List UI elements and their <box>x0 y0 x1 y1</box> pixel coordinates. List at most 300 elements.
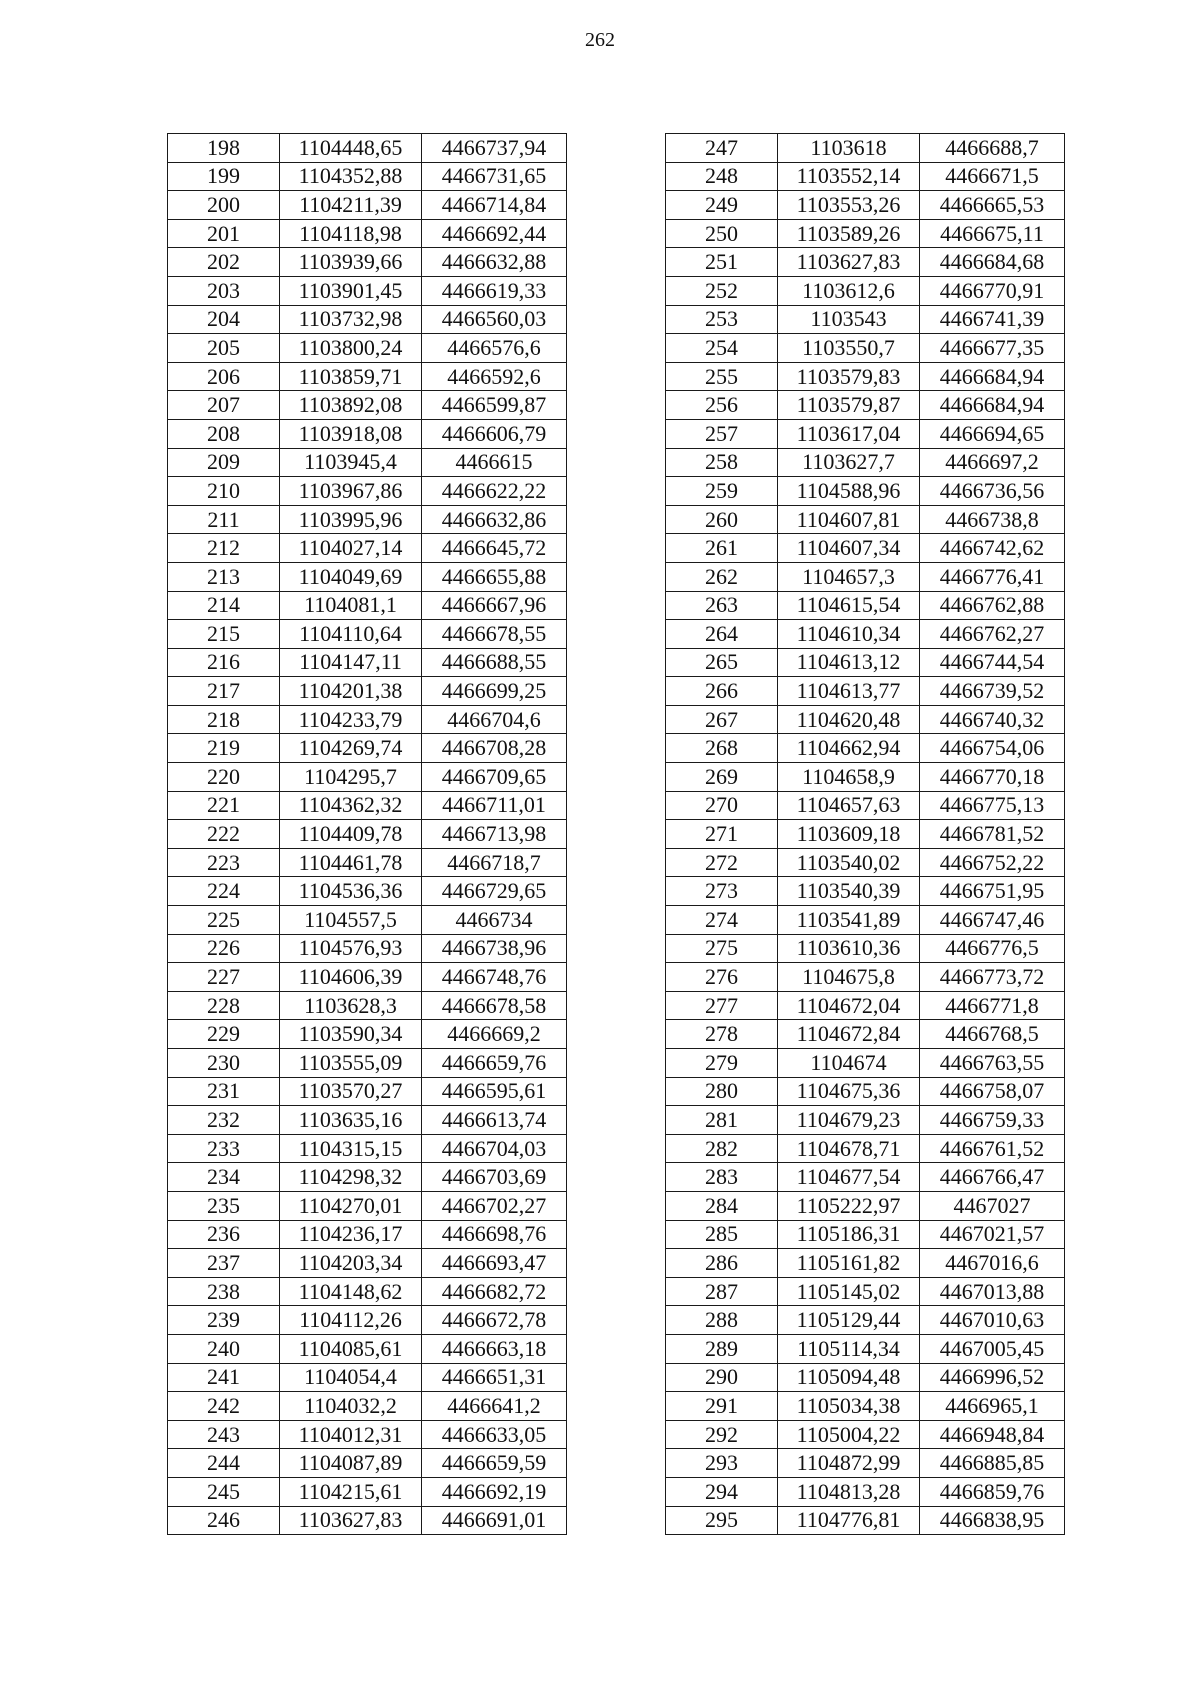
point-number-cell: 229 <box>168 1020 280 1049</box>
table-row <box>168 648 567 677</box>
x-coordinate-cell: 1103579,87 <box>778 391 920 420</box>
table-row <box>168 305 567 334</box>
table-row <box>666 219 1065 248</box>
table-row <box>666 1049 1065 1078</box>
point-number-cell: 236 <box>168 1220 280 1249</box>
x-coordinate-cell: 1103627,7 <box>778 448 920 477</box>
y-coordinate-cell: 4466665,53 <box>920 191 1065 220</box>
x-coordinate-cell: 1103859,71 <box>280 362 422 391</box>
x-coordinate-cell: 1104620,48 <box>778 705 920 734</box>
table-row <box>666 848 1065 877</box>
y-coordinate-cell: 4466738,8 <box>920 505 1065 534</box>
y-coordinate-cell: 4466682,72 <box>422 1277 567 1306</box>
table-row <box>666 677 1065 706</box>
y-coordinate-cell: 4466770,91 <box>920 276 1065 305</box>
point-number-cell: 211 <box>168 505 280 534</box>
point-number-cell: 209 <box>168 448 280 477</box>
y-coordinate-cell: 4466762,27 <box>920 620 1065 649</box>
x-coordinate-cell: 1104201,38 <box>280 677 422 706</box>
table-row <box>168 591 567 620</box>
x-coordinate-cell: 1104012,31 <box>280 1420 422 1449</box>
table-row <box>666 505 1065 534</box>
point-number-cell: 263 <box>666 591 778 620</box>
table-row <box>666 991 1065 1020</box>
y-coordinate-cell: 4466684,94 <box>920 391 1065 420</box>
table-row <box>168 1106 567 1135</box>
table-row <box>168 134 567 163</box>
y-coordinate-cell: 4466606,79 <box>422 419 567 448</box>
point-number-cell: 238 <box>168 1277 280 1306</box>
coordinates-table-body <box>666 134 1065 1535</box>
y-coordinate-cell: 4466773,72 <box>920 963 1065 992</box>
point-number-cell: 233 <box>168 1134 280 1163</box>
x-coordinate-cell: 1104679,23 <box>778 1106 920 1135</box>
x-coordinate-cell: 1105114,34 <box>778 1334 920 1363</box>
point-number-cell: 243 <box>168 1420 280 1449</box>
x-coordinate-cell: 1105094,48 <box>778 1363 920 1392</box>
y-coordinate-cell: 4466595,61 <box>422 1077 567 1106</box>
table-row <box>168 763 567 792</box>
table-row <box>168 1077 567 1106</box>
point-number-cell: 226 <box>168 934 280 963</box>
point-number-cell: 237 <box>168 1249 280 1278</box>
y-coordinate-cell: 4466763,55 <box>920 1049 1065 1078</box>
x-coordinate-cell: 1103995,96 <box>280 505 422 534</box>
y-coordinate-cell: 4466613,74 <box>422 1106 567 1135</box>
point-number-cell: 265 <box>666 648 778 677</box>
table-row <box>666 362 1065 391</box>
x-coordinate-cell: 1103939,66 <box>280 248 422 277</box>
table-row <box>168 1449 567 1478</box>
x-coordinate-cell: 1104536,36 <box>280 877 422 906</box>
y-coordinate-cell: 4466675,11 <box>920 219 1065 248</box>
y-coordinate-cell: 4466615 <box>422 448 567 477</box>
x-coordinate-cell: 1104678,71 <box>778 1134 920 1163</box>
y-coordinate-cell: 4466655,88 <box>422 562 567 591</box>
table-row <box>666 1020 1065 1049</box>
x-coordinate-cell: 1105034,38 <box>778 1392 920 1421</box>
point-number-cell: 267 <box>666 705 778 734</box>
y-coordinate-cell: 4466659,59 <box>422 1449 567 1478</box>
point-number-cell: 248 <box>666 162 778 191</box>
y-coordinate-cell: 4466737,94 <box>422 134 567 163</box>
table-row <box>666 562 1065 591</box>
point-number-cell: 255 <box>666 362 778 391</box>
y-coordinate-cell: 4466704,6 <box>422 705 567 734</box>
x-coordinate-cell: 1104362,32 <box>280 791 422 820</box>
x-coordinate-cell: 1103590,34 <box>280 1020 422 1049</box>
y-coordinate-cell: 4466688,55 <box>422 648 567 677</box>
y-coordinate-cell: 4466622,22 <box>422 477 567 506</box>
y-coordinate-cell: 4466667,96 <box>422 591 567 620</box>
y-coordinate-cell: 4466709,65 <box>422 763 567 792</box>
x-coordinate-cell: 1105004,22 <box>778 1420 920 1449</box>
table-row <box>168 191 567 220</box>
x-coordinate-cell: 1103627,83 <box>778 248 920 277</box>
y-coordinate-cell: 4466677,35 <box>920 334 1065 363</box>
x-coordinate-cell: 1104298,32 <box>280 1163 422 1192</box>
point-number-cell: 257 <box>666 419 778 448</box>
x-coordinate-cell: 1104211,39 <box>280 191 422 220</box>
y-coordinate-cell: 4466731,65 <box>422 162 567 191</box>
point-number-cell: 253 <box>666 305 778 334</box>
y-coordinate-cell: 4466694,65 <box>920 419 1065 448</box>
table-row <box>666 1220 1065 1249</box>
x-coordinate-cell: 1104147,11 <box>280 648 422 677</box>
point-number-cell: 216 <box>168 648 280 677</box>
point-number-cell: 261 <box>666 534 778 563</box>
point-number-cell: 280 <box>666 1077 778 1106</box>
point-number-cell: 247 <box>666 134 778 163</box>
x-coordinate-cell: 1103800,24 <box>280 334 422 363</box>
point-number-cell: 292 <box>666 1420 778 1449</box>
point-number-cell: 213 <box>168 562 280 591</box>
y-coordinate-cell: 4466739,52 <box>920 677 1065 706</box>
x-coordinate-cell: 1104448,65 <box>280 134 422 163</box>
y-coordinate-cell: 4466885,85 <box>920 1449 1065 1478</box>
table-row <box>168 734 567 763</box>
y-coordinate-cell: 4466684,68 <box>920 248 1065 277</box>
y-coordinate-cell: 4466576,6 <box>422 334 567 363</box>
point-number-cell: 273 <box>666 877 778 906</box>
x-coordinate-cell: 1104110,64 <box>280 620 422 649</box>
x-coordinate-cell: 1104776,81 <box>778 1506 920 1535</box>
point-number-cell: 221 <box>168 791 280 820</box>
point-number-cell: 290 <box>666 1363 778 1392</box>
y-coordinate-cell: 4466678,55 <box>422 620 567 649</box>
point-number-cell: 276 <box>666 963 778 992</box>
page-number: 262 <box>585 29 615 51</box>
table-row <box>666 191 1065 220</box>
point-number-cell: 279 <box>666 1049 778 1078</box>
x-coordinate-cell: 1103628,3 <box>280 991 422 1020</box>
point-number-cell: 274 <box>666 906 778 935</box>
table-row <box>168 419 567 448</box>
y-coordinate-cell: 4466754,06 <box>920 734 1065 763</box>
x-coordinate-cell: 1103617,04 <box>778 419 920 448</box>
y-coordinate-cell: 4466632,86 <box>422 505 567 534</box>
x-coordinate-cell: 1104613,12 <box>778 648 920 677</box>
point-number-cell: 294 <box>666 1477 778 1506</box>
y-coordinate-cell: 4466645,72 <box>422 534 567 563</box>
x-coordinate-cell: 1104610,34 <box>778 620 920 649</box>
y-coordinate-cell: 4466776,5 <box>920 934 1065 963</box>
y-coordinate-cell: 4466711,01 <box>422 791 567 820</box>
x-coordinate-cell: 1104236,17 <box>280 1220 422 1249</box>
x-coordinate-cell: 1104118,98 <box>280 219 422 248</box>
x-coordinate-cell: 1104461,78 <box>280 848 422 877</box>
x-coordinate-cell: 1104607,81 <box>778 505 920 534</box>
point-number-cell: 269 <box>666 763 778 792</box>
x-coordinate-cell: 1104613,77 <box>778 677 920 706</box>
y-coordinate-cell: 4466859,76 <box>920 1477 1065 1506</box>
table-row <box>168 1477 567 1506</box>
y-coordinate-cell: 4466768,5 <box>920 1020 1065 1049</box>
table-row <box>666 134 1065 163</box>
table-row <box>168 677 567 706</box>
x-coordinate-cell: 1103570,27 <box>280 1077 422 1106</box>
y-coordinate-cell: 4466632,88 <box>422 248 567 277</box>
table-row <box>168 534 567 563</box>
point-number-cell: 217 <box>168 677 280 706</box>
table-row <box>666 391 1065 420</box>
y-coordinate-cell: 4466669,2 <box>422 1020 567 1049</box>
y-coordinate-cell: 4466659,76 <box>422 1049 567 1078</box>
table-row <box>666 419 1065 448</box>
table-row <box>168 1049 567 1078</box>
table-row <box>168 1363 567 1392</box>
point-number-cell: 282 <box>666 1134 778 1163</box>
x-coordinate-cell: 1104027,14 <box>280 534 422 563</box>
table-row <box>168 906 567 935</box>
table-row <box>168 334 567 363</box>
y-coordinate-cell: 4467013,88 <box>920 1277 1065 1306</box>
y-coordinate-cell: 4466736,56 <box>920 477 1065 506</box>
table-row <box>168 991 567 1020</box>
y-coordinate-cell: 4466693,47 <box>422 1249 567 1278</box>
point-number-cell: 200 <box>168 191 280 220</box>
point-number-cell: 223 <box>168 848 280 877</box>
x-coordinate-cell: 1104662,94 <box>778 734 920 763</box>
y-coordinate-cell: 4466704,03 <box>422 1134 567 1163</box>
point-number-cell: 214 <box>168 591 280 620</box>
point-number-cell: 266 <box>666 677 778 706</box>
table-row <box>168 620 567 649</box>
x-coordinate-cell: 1103553,26 <box>778 191 920 220</box>
point-number-cell: 288 <box>666 1306 778 1335</box>
x-coordinate-cell: 1104675,8 <box>778 963 920 992</box>
table-row <box>168 162 567 191</box>
table-row <box>168 1134 567 1163</box>
x-coordinate-cell: 1105222,97 <box>778 1191 920 1220</box>
y-coordinate-cell: 4466692,19 <box>422 1477 567 1506</box>
point-number-cell: 242 <box>168 1392 280 1421</box>
y-coordinate-cell: 4467021,57 <box>920 1220 1065 1249</box>
coordinates-table-left <box>167 133 567 1535</box>
point-number-cell: 277 <box>666 991 778 1020</box>
x-coordinate-cell: 1103732,98 <box>280 305 422 334</box>
x-coordinate-cell: 1103945,4 <box>280 448 422 477</box>
table-row <box>666 534 1065 563</box>
table-row <box>168 362 567 391</box>
table-row <box>666 763 1065 792</box>
y-coordinate-cell: 4466766,47 <box>920 1163 1065 1192</box>
table-row <box>666 648 1065 677</box>
point-number-cell: 224 <box>168 877 280 906</box>
x-coordinate-cell: 1103609,18 <box>778 820 920 849</box>
x-coordinate-cell: 1103892,08 <box>280 391 422 420</box>
x-coordinate-cell: 1103543 <box>778 305 920 334</box>
point-number-cell: 264 <box>666 620 778 649</box>
x-coordinate-cell: 1104233,79 <box>280 705 422 734</box>
point-number-cell: 212 <box>168 534 280 563</box>
table-row <box>666 591 1065 620</box>
point-number-cell: 284 <box>666 1191 778 1220</box>
table-row <box>666 705 1065 734</box>
table-row <box>666 1334 1065 1363</box>
table-row <box>666 334 1065 363</box>
y-coordinate-cell: 4466748,76 <box>422 963 567 992</box>
table-row <box>666 448 1065 477</box>
x-coordinate-cell: 1104087,89 <box>280 1449 422 1478</box>
point-number-cell: 208 <box>168 419 280 448</box>
table-row <box>666 1077 1065 1106</box>
point-number-cell: 202 <box>168 248 280 277</box>
y-coordinate-cell: 4466747,46 <box>920 906 1065 935</box>
table-row <box>666 963 1065 992</box>
point-number-cell: 250 <box>666 219 778 248</box>
point-number-cell: 246 <box>168 1506 280 1535</box>
y-coordinate-cell: 4466761,52 <box>920 1134 1065 1163</box>
point-number-cell: 234 <box>168 1163 280 1192</box>
table-row <box>168 276 567 305</box>
y-coordinate-cell: 4467016,6 <box>920 1249 1065 1278</box>
point-number-cell: 203 <box>168 276 280 305</box>
point-number-cell: 260 <box>666 505 778 534</box>
y-coordinate-cell: 4466758,07 <box>920 1077 1065 1106</box>
x-coordinate-cell: 1103901,45 <box>280 276 422 305</box>
x-coordinate-cell: 1104872,99 <box>778 1449 920 1478</box>
y-coordinate-cell: 4466702,27 <box>422 1191 567 1220</box>
point-number-cell: 271 <box>666 820 778 849</box>
point-number-cell: 287 <box>666 1277 778 1306</box>
point-number-cell: 227 <box>168 963 280 992</box>
x-coordinate-cell: 1104557,5 <box>280 906 422 935</box>
x-coordinate-cell: 1105145,02 <box>778 1277 920 1306</box>
table-row <box>168 391 567 420</box>
x-coordinate-cell: 1104657,63 <box>778 791 920 820</box>
x-coordinate-cell: 1104295,7 <box>280 763 422 792</box>
table-row <box>666 1420 1065 1449</box>
y-coordinate-cell: 4466684,94 <box>920 362 1065 391</box>
x-coordinate-cell: 1104615,54 <box>778 591 920 620</box>
table-row <box>168 1306 567 1335</box>
point-number-cell: 220 <box>168 763 280 792</box>
table-row <box>666 1163 1065 1192</box>
y-coordinate-cell: 4467005,45 <box>920 1334 1065 1363</box>
table-row <box>168 934 567 963</box>
point-number-cell: 198 <box>168 134 280 163</box>
point-number-cell: 289 <box>666 1334 778 1363</box>
table-row <box>168 1277 567 1306</box>
point-number-cell: 205 <box>168 334 280 363</box>
table-row <box>666 1477 1065 1506</box>
table-row <box>168 705 567 734</box>
y-coordinate-cell: 4466759,33 <box>920 1106 1065 1135</box>
point-number-cell: 210 <box>168 477 280 506</box>
x-coordinate-cell: 1104677,54 <box>778 1163 920 1192</box>
y-coordinate-cell: 4466713,98 <box>422 820 567 849</box>
y-coordinate-cell: 4466663,18 <box>422 1334 567 1363</box>
y-coordinate-cell: 4466948,84 <box>920 1420 1065 1449</box>
table-row <box>168 248 567 277</box>
y-coordinate-cell: 4466965,1 <box>920 1392 1065 1421</box>
point-number-cell: 295 <box>666 1506 778 1535</box>
point-number-cell: 215 <box>168 620 280 649</box>
x-coordinate-cell: 1104315,15 <box>280 1134 422 1163</box>
point-number-cell: 232 <box>168 1106 280 1135</box>
table-row <box>168 1020 567 1049</box>
y-coordinate-cell: 4466698,76 <box>422 1220 567 1249</box>
point-number-cell: 256 <box>666 391 778 420</box>
x-coordinate-cell: 1103555,09 <box>280 1049 422 1078</box>
table-row <box>666 1392 1065 1421</box>
table-row <box>168 848 567 877</box>
point-number-cell: 225 <box>168 906 280 935</box>
point-number-cell: 218 <box>168 705 280 734</box>
x-coordinate-cell: 1103610,36 <box>778 934 920 963</box>
y-coordinate-cell: 4466672,78 <box>422 1306 567 1335</box>
y-coordinate-cell: 4466771,8 <box>920 991 1065 1020</box>
x-coordinate-cell: 1104672,04 <box>778 991 920 1020</box>
table-row <box>666 620 1065 649</box>
y-coordinate-cell: 4466734 <box>422 906 567 935</box>
table-row <box>666 820 1065 849</box>
y-coordinate-cell: 4466691,01 <box>422 1506 567 1535</box>
point-number-cell: 251 <box>666 248 778 277</box>
y-coordinate-cell: 4466781,52 <box>920 820 1065 849</box>
x-coordinate-cell: 1104409,78 <box>280 820 422 849</box>
y-coordinate-cell: 4466775,13 <box>920 791 1065 820</box>
point-number-cell: 258 <box>666 448 778 477</box>
point-number-cell: 239 <box>168 1306 280 1335</box>
point-number-cell: 285 <box>666 1220 778 1249</box>
x-coordinate-cell: 1104352,88 <box>280 162 422 191</box>
point-number-cell: 222 <box>168 820 280 849</box>
x-coordinate-cell: 1103552,14 <box>778 162 920 191</box>
x-coordinate-cell: 1104215,61 <box>280 1477 422 1506</box>
x-coordinate-cell: 1104049,69 <box>280 562 422 591</box>
point-number-cell: 252 <box>666 276 778 305</box>
point-number-cell: 249 <box>666 191 778 220</box>
point-number-cell: 270 <box>666 791 778 820</box>
y-coordinate-cell: 4466671,5 <box>920 162 1065 191</box>
x-coordinate-cell: 1103918,08 <box>280 419 422 448</box>
point-number-cell: 283 <box>666 1163 778 1192</box>
point-number-cell: 230 <box>168 1049 280 1078</box>
point-number-cell: 272 <box>666 848 778 877</box>
y-coordinate-cell: 4466560,03 <box>422 305 567 334</box>
table-row <box>168 1249 567 1278</box>
point-number-cell: 286 <box>666 1249 778 1278</box>
y-coordinate-cell: 4466699,25 <box>422 677 567 706</box>
point-number-cell: 254 <box>666 334 778 363</box>
table-row <box>666 276 1065 305</box>
coordinates-table-body <box>168 134 567 1535</box>
x-coordinate-cell: 1105161,82 <box>778 1249 920 1278</box>
y-coordinate-cell: 4466770,18 <box>920 763 1065 792</box>
point-number-cell: 201 <box>168 219 280 248</box>
table-row <box>666 877 1065 906</box>
x-coordinate-cell: 1103612,6 <box>778 276 920 305</box>
point-number-cell: 231 <box>168 1077 280 1106</box>
x-coordinate-cell: 1104576,93 <box>280 934 422 963</box>
y-coordinate-cell: 4466697,2 <box>920 448 1065 477</box>
point-number-cell: 204 <box>168 305 280 334</box>
point-number-cell: 244 <box>168 1449 280 1478</box>
y-coordinate-cell: 4466752,22 <box>920 848 1065 877</box>
y-coordinate-cell: 4466741,39 <box>920 305 1065 334</box>
x-coordinate-cell: 1103541,89 <box>778 906 920 935</box>
table-row <box>666 791 1065 820</box>
x-coordinate-cell: 1104658,9 <box>778 763 920 792</box>
table-row <box>666 906 1065 935</box>
x-coordinate-cell: 1104607,34 <box>778 534 920 563</box>
x-coordinate-cell: 1105186,31 <box>778 1220 920 1249</box>
table-row <box>168 505 567 534</box>
table-row <box>168 963 567 992</box>
y-coordinate-cell: 4466592,6 <box>422 362 567 391</box>
